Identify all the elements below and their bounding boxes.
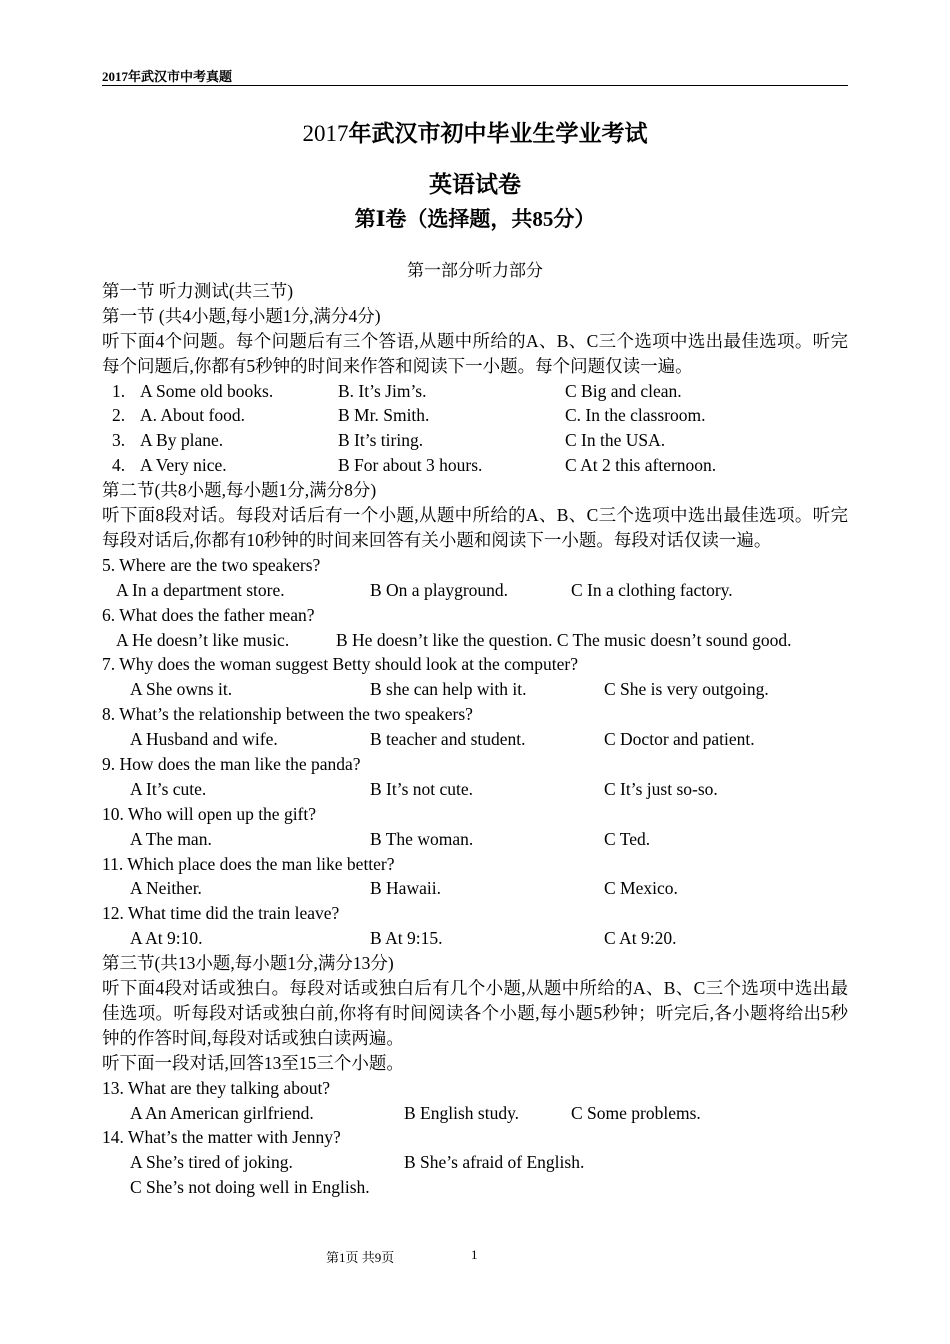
- option-b: B It’s not cute.: [370, 778, 474, 799]
- exam-content: [102, 279, 848, 1200]
- option-a: A Very nice.: [140, 455, 227, 476]
- option-b: B Hawaii.: [370, 878, 441, 899]
- exam-year: 2017: [302, 121, 349, 146]
- header-divider: [102, 85, 848, 86]
- option-c: C Ted.: [604, 828, 651, 849]
- exam-title-text: 年武汉市初中毕业生学业考试: [348, 121, 648, 146]
- options-row: [102, 1101, 848, 1126]
- option-c: C She’s not doing well in English.: [130, 1177, 370, 1198]
- option-b: B teacher and student.: [370, 729, 526, 750]
- options-row: [102, 1175, 848, 1200]
- question-row: [102, 453, 848, 478]
- option-b: B The woman.: [370, 828, 474, 849]
- question-number: 4.: [112, 455, 126, 476]
- option-a: A He doesn’t like music.: [116, 629, 290, 650]
- option-c: C Big and clean.: [565, 380, 682, 401]
- options-row: [102, 777, 848, 802]
- volume-title: 第Ⅰ卷（选择题，共85分）: [354, 207, 596, 231]
- option-b: B. It’s Jim’s.: [338, 380, 427, 401]
- part-title: 第一部分听力部分: [407, 261, 543, 280]
- option-b: B It’s tiring.: [338, 430, 424, 451]
- options-row: [102, 578, 848, 603]
- option-c: C Mexico.: [604, 878, 678, 899]
- question-stem: 8. What’s the relationship between the two speakers?: [102, 704, 473, 725]
- question-row: [102, 428, 848, 453]
- option-c: C In a clothing factory.: [571, 579, 733, 600]
- option-b: B English study.: [404, 1102, 520, 1123]
- options-row: [102, 727, 848, 752]
- option-b: B For about 3 hours.: [338, 455, 483, 476]
- section-2-heading: 第二节(共8小题,每小题1分,满分8分): [102, 480, 377, 501]
- question-stem: 9. How does the man like the panda?: [102, 753, 361, 774]
- question-number: 3.: [112, 430, 126, 451]
- option-a: A She owns it.: [130, 679, 233, 700]
- section-3-note: 听下面一段对话,回答13至15三个小题。: [102, 1052, 404, 1073]
- option-c: C Doctor and patient.: [604, 729, 755, 750]
- question-row: [102, 403, 848, 428]
- exam-title: [0, 115, 950, 148]
- section-3-heading: 第三节(共13小题,每小题1分,满分13分): [102, 953, 394, 974]
- question-stem: 5. Where are the two speakers?: [102, 554, 321, 575]
- option-b: B she can help with it.: [370, 679, 527, 700]
- option-a: A. About food.: [140, 405, 245, 426]
- question-stem: 13. What are they talking about?: [102, 1077, 331, 1098]
- option-c: C Some problems.: [571, 1102, 701, 1123]
- option-a: A She’s tired of joking.: [130, 1152, 293, 1173]
- option-c: C At 2 this afternoon.: [565, 455, 717, 476]
- options-row: [102, 677, 848, 702]
- option-a: A Neither.: [130, 878, 202, 899]
- option-a: A Husband and wife.: [130, 729, 278, 750]
- option-b: B She’s afraid of English.: [404, 1152, 585, 1173]
- question-stem: 11. Which place does the man like better?: [102, 853, 395, 874]
- option-c: C. In the classroom.: [565, 405, 706, 426]
- option-b-c: B He doesn’t like the question. C The music doesn’t sound good.: [336, 629, 792, 650]
- option-b: B At 9:15.: [370, 928, 443, 949]
- options-row: [102, 926, 848, 951]
- option-a: A In a department store.: [116, 579, 285, 600]
- option-a: A It’s cute.: [130, 778, 207, 799]
- question-stem: 14. What’s the matter with Jenny?: [102, 1127, 341, 1148]
- option-c: C She is very outgoing.: [604, 679, 769, 700]
- option-a: A The man.: [130, 828, 212, 849]
- option-a: A At 9:10.: [130, 928, 203, 949]
- section-1-heading: 第一节 (共4小题,每小题1分,满分4分): [102, 305, 381, 326]
- option-c: C At 9:20.: [604, 928, 677, 949]
- option-c: C In the USA.: [565, 430, 666, 451]
- section-2-instructions: 听下面8段对话。每段对话后有一个小题,从题中所给的A、B、C三个选项中选出最佳选项。听完每段对话后,你都有10秒钟的时间来回答有关小题和阅读下一小题。每段对话仅读一遍。: [102, 505, 848, 550]
- question-number: 2.: [112, 405, 126, 426]
- question-number: 1.: [112, 380, 126, 401]
- section-3-instructions: 听下面4段对话或独白。每段对话或独白后有几个小题,从题中所给的A、B、C三个选项中选出最佳选项。听每段对话或独白前,你将有时间阅读各个小题,每小题5秒钟；听完后,各小题将给出5秒钟的作答时间,每段对话或独白读两遍。: [102, 978, 848, 1048]
- question-row: [102, 379, 848, 404]
- options-row: [102, 1150, 848, 1175]
- question-stem: 6. What does the father mean?: [102, 604, 315, 625]
- footer-page-label: 第1页 共9页: [326, 1250, 395, 1265]
- question-stem: 7. Why does the woman suggest Betty should look at the computer?: [102, 654, 578, 675]
- header-label: 2017年武汉市中考真题: [102, 69, 233, 84]
- options-row: [102, 827, 848, 852]
- option-a: A An American girlfriend.: [130, 1102, 314, 1123]
- option-a: A Some old books.: [140, 380, 274, 401]
- question-stem: 12. What time did the train leave?: [102, 903, 340, 924]
- option-a: A By plane.: [140, 430, 224, 451]
- option-c: C It’s just so-so.: [604, 778, 718, 799]
- section-heading: 第一节 听力测试(共三节): [102, 281, 294, 301]
- options-row: [102, 628, 848, 653]
- option-b: B On a playground.: [370, 579, 509, 600]
- options-row: [102, 876, 848, 901]
- question-stem: 10. Who will open up the gift?: [102, 803, 317, 824]
- footer-page-number: 1: [471, 1247, 478, 1262]
- section-1-instructions: 听下面4个问题。每个问题后有三个答语,从题中所给的A、B、C三个选项中选出最佳选项。听完每个问题后,你都有5秒钟的时间来作答和阅读下一小题。每个问题仅读一遍。: [102, 330, 848, 376]
- subject-title: 英语试卷: [429, 172, 521, 197]
- option-b: B Mr. Smith.: [338, 405, 430, 426]
